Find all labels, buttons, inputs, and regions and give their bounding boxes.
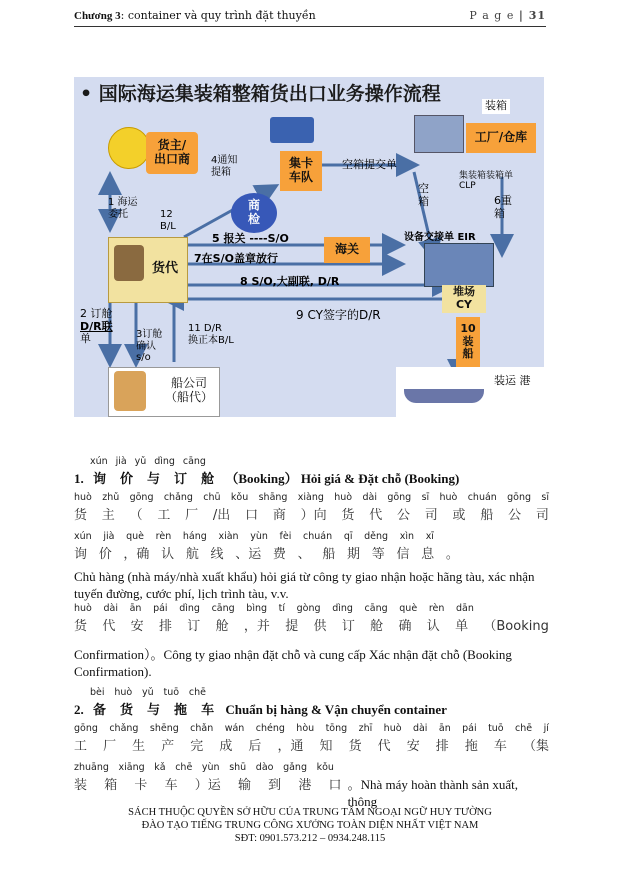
pinyin-token: dìng [179,603,200,614]
hanzi-token: （集 [522,739,549,754]
container-yard-icon [424,243,494,287]
hanzi-token: 商 [272,508,286,523]
pinyin-token: kǎ [154,762,166,773]
sec1-pinyin-1 [74,492,549,503]
pinyin-token: dài [412,723,428,734]
pinyin-token: qī [343,531,353,542]
hanzi-token: ，确 [123,547,150,562]
pinyin-token: huò [74,603,92,614]
pinyin-token: kǒu [230,492,249,503]
pinyin-token: shēng [149,723,179,734]
load-ship-node: 10 装 船 [456,317,480,367]
hanzi-token: 提 [285,619,299,634]
hanzi-token: 价 [98,547,112,562]
pinyin-token: děng [364,531,389,542]
pinyin-token: zhuāng [74,762,109,773]
pinyin-token: pái [462,723,477,734]
pinyin-token: gǎng [283,762,307,773]
hanzi-token: 单 [455,619,469,634]
hanzi-token: 安 [130,619,144,634]
label-4: 4通知 提箱 [211,155,238,178]
sec1-vn-1: Chủ hàng (nhà máy/nhà xuất khẩu) hỏi giá từ công ty giao nhận hoặc hãng tàu, xác nhận tuyến đường, cước phí, lịch trình tàu, v.v. [74,569,535,601]
hanzi-token: 认 [161,547,175,562]
hanzi-token: 公 [508,508,522,523]
sec2-pinyin-1 [74,723,549,734]
hanzi-token: 供 [313,619,327,634]
pinyin-token: xī [425,531,434,542]
hanzi-token: 货 [74,508,88,523]
label-5: 5 报关 ----S/O [212,232,289,245]
pinyin-token: dào [255,762,274,773]
pinyin-token: cāng [364,603,388,614]
hanzi-token: 货 [341,508,355,523]
hanzi-token: （Booking [483,619,549,634]
pinyin-token: gòng [296,603,321,614]
pinyin-token: kǒu [316,762,334,773]
pinyin-token: jià [115,456,127,467]
pinyin-token: hòu [296,723,315,734]
sec1-hanzi-2 [74,543,459,562]
pinyin-token: ān [129,603,142,614]
hanzi-token: 询 [93,472,107,487]
shipco-node: 船公司 （船代） [164,376,213,404]
hanzi-token: 费 [272,547,286,562]
pinyin-token: dài [103,603,118,614]
pinyin-token: pái [153,603,168,614]
hanzi-token: 装 [74,778,88,793]
pinyin-token: háng [182,531,207,542]
pinyin-token: yǔ [142,687,154,698]
hanzi-token: 车 [201,703,215,718]
hanzi-token: 与 [147,472,161,487]
pinyin-token: xiāng [118,762,145,773]
packing-label: 装箱 [482,99,510,114]
factory-icon [414,115,464,153]
hanzi-token: 备 [93,703,107,718]
label-7: 7在S/O盖章放行 [194,252,278,265]
person-at-desk-icon [114,245,144,281]
hanzi-token: 成 [219,739,233,754]
label-3: 3订舱 确认 s/o [136,329,163,363]
hanzi-token: 司 [424,508,438,523]
page-header [74,6,546,27]
pinyin-token: chǎng [163,492,193,503]
footer-line-3: SĐT: 0901.573.212 – 0934.248.115 [234,833,386,844]
pinyin-token: tuō [163,687,180,698]
hanzi-token: 船 [480,508,494,523]
pinyin-token: xún [90,456,108,467]
label-2: 2 订舱 D/R联 单 [80,307,113,346]
pinyin-token: chuán [303,531,333,542]
hanzi-token: 完 [190,739,204,754]
hanzi-token: 口 [328,778,342,793]
phone-operator-icon [114,371,146,411]
pinyin-token: yùn [250,531,268,542]
pinyin-token: chǎn [190,723,214,734]
hanzi-token: /出 [212,508,231,523]
empty-container-sheet: 空箱提交单 [342,158,397,171]
pinyin-token: ān [438,723,451,734]
pinyin-token: bìng [246,603,268,614]
hanzi-token: 卡 [134,778,148,793]
pinyin-token: huò [383,723,402,734]
hanzi-token: 舱 [201,472,215,487]
hanzi-token: 产 [161,739,175,754]
sec2-pinyin-2 [74,762,334,773]
hanzi-token: 与 [147,703,161,718]
page-footer [74,806,546,845]
hanzi-token: 工 [157,508,171,523]
hanzi-token: 认 [426,619,440,634]
hanzi-token: 输 [237,778,251,793]
truck-icon [270,117,314,143]
hanzi-token: 排 [435,739,449,754]
pinyin-token: cāng [211,603,235,614]
label-9: 9 CY签字的D/R [296,308,381,322]
sec1-title: 1. 询 价 与 订 舱 （Booking） Hỏi giá & Đặt chỗ (Booking) [74,468,549,487]
pinyin-token: tí [278,603,286,614]
hanzi-token: ）向 [300,508,327,523]
label-6: 6重 箱 [494,194,512,220]
sec2-hanzi-1 [74,735,549,754]
kong-label: 空 箱 [418,182,429,208]
hanzi-token: 知 [319,739,333,754]
pinyin-token: tōng [325,723,348,734]
hanzi-token: 或 [452,508,466,523]
pinyin-token: chū [203,492,221,503]
pinyin-token: sī [541,492,549,503]
pinyin-token: zhǔ [102,492,120,503]
truck-node: 集卡 车队 [280,151,322,191]
page-number: P a g e | 31 [469,9,546,22]
label-8: 8 S/O,大副联, D/R [240,275,340,288]
shipper-node: 货主/ 出口商 [146,132,198,174]
pinyin-token: chuán [467,492,497,503]
hanzi-token: 航 [185,547,199,562]
sec1-hanzi-3 [74,615,549,634]
hanzi-token: 排 [158,619,172,634]
pinyin-token: huò [74,492,92,503]
pinyin-token: cāng [182,456,206,467]
hanzi-token: 厂 [185,508,199,523]
factory-node: 工厂/仓库 [466,123,536,153]
pinyin-token: yùn [201,762,220,773]
pinyin-token: huò [334,492,353,503]
customs-node: 海关 [324,237,370,263]
hanzi-token: （ [129,508,143,523]
hanzi-token: 舱 [370,619,384,634]
pinyin-token: jí [543,723,549,734]
sec2-title: 2. 备 货 与 拖 车 Chuẩn bị hàng & Vận chuyển container [74,699,549,718]
hanzi-token: 线 [210,547,224,562]
hanzi-token: 箱 [104,778,118,793]
pinyin-token: chē [175,762,193,773]
pinyin-token: gōng [387,492,412,503]
sec1-title-pinyin [90,456,206,467]
hanzi-token: 确 [398,619,412,634]
hanzi-token: 主 [101,508,115,523]
footer-line-1: SÁCH THUỘC QUYỀN SỞ HỮU CỦA TRUNG TÂM NGOẠI NGỮ HUY TƯỜNG [128,807,492,818]
pinyin-token: fèi [279,531,292,542]
hanzi-token: ，通 [277,739,304,754]
smiley-icon [108,127,150,169]
pinyin-token: shū [229,762,247,773]
hanzi-token: 货 [120,703,134,718]
hanzi-token: 代 [102,619,116,634]
hanzi-token: 息 [421,547,435,562]
label-1: 1 海运 委托 [108,197,138,220]
footer-line-2: ĐÀO TẠO TIẾNG TRUNG CÔNG XƯỞNG TOÀN DIỆN NHẤT VIỆT NAM [141,820,479,831]
hanzi-token: 舱 [215,619,229,634]
hanzi-token: 订 [187,619,201,634]
label-12: 12 B/L [160,209,176,232]
hanzi-token: 等 [371,547,385,562]
hanzi-token: 厂 [103,739,117,754]
hanzi-token: 期 [347,547,361,562]
hanzi-token: 拖 [174,703,188,718]
pinyin-token: jià [103,531,115,542]
pinyin-token: huò [114,687,133,698]
pinyin-token: què [126,531,144,542]
sec2-title-pinyin [90,687,206,698]
pinyin-token: yǔ [134,456,147,467]
pinyin-token: wán [224,723,245,734]
port-label: 装运 港 [494,374,531,387]
hanzi-token: 代 [377,739,391,754]
eir-label: 设备交接单 EIR [404,232,476,243]
hanzi-token: 询 [74,547,88,562]
pinyin-token: tuō [488,723,504,734]
pinyin-token: dān [456,603,474,614]
pinyin-token: xiàn [218,531,239,542]
customs-inspection-node: 商 检 [231,193,277,233]
hanzi-token: 后 [248,739,262,754]
clp-label: 集装箱装箱单 CLP [459,171,514,192]
hanzi-token: 司 [535,508,549,523]
export-process-diagram [74,77,544,417]
pinyin-token: gōng [74,723,98,734]
hanzi-token: 生 [132,739,146,754]
pinyin-token: chē [188,687,206,698]
pinyin-token: xún [74,531,92,542]
sec2-hanzi-2: 装 箱 卡 车 ）运 输 到 港 口 。Nhà máy hoàn thành sản xuất, thông [74,774,549,810]
hanzi-token: 货 [74,619,88,634]
pinyin-token: gōng [129,492,154,503]
forwarder-node: 货代 [151,260,178,276]
hanzi-token: 工 [74,739,88,754]
hanzi-token: 口 [245,508,259,523]
hanzi-token: 、运 [235,547,262,562]
hanzi-token: 订 [341,619,355,634]
pinyin-token: dìng [332,603,353,614]
pinyin-token: què [399,603,418,614]
pinyin-token: xìn [399,531,415,542]
label-11: 11 D/R 换正本B/L [188,323,234,346]
hanzi-token: 代 [369,508,383,523]
hanzi-token: 订 [174,472,188,487]
pinyin-token: shāng [258,492,288,503]
sec1-vn-2: Confirmation）。Công ty giao nhận đặt chỗ và cung cấp Xác nhận đặt chỗ (Booking Confirmation). [74,647,512,679]
hanzi-token: 、 [297,547,311,562]
pinyin-token: xiàng [297,492,324,503]
pinyin-token: chǎng [109,723,139,734]
pinyin-token: gōng [507,492,532,503]
hanzi-token: ）运 [194,778,221,793]
hanzi-token: 船 [322,547,336,562]
sec1-pinyin-3 [74,603,474,614]
pinyin-token: chéng [255,723,285,734]
hanzi-token: 车 [164,778,178,793]
pinyin-token: dài [362,492,377,503]
hanzi-token: 到 [268,778,282,793]
ship-icon [404,389,484,403]
pinyin-token: rèn [428,603,445,614]
hanzi-token: 价 [120,472,134,487]
pinyin-token: huò [439,492,458,503]
pinyin-token: rèn [155,531,172,542]
diagram-title: • 国际海运集装箱整箱货出口业务操作流程 [80,83,441,105]
hanzi-token: ，并 [243,619,270,634]
pinyin-token: zhī [358,723,373,734]
pinyin-token: chē [515,723,533,734]
sec1-pinyin-2 [74,531,434,542]
pinyin-token: dìng [154,456,175,467]
hanzi-token: 港 [298,778,312,793]
hanzi-token: 货 [348,739,362,754]
hanzi-token: 安 [406,739,420,754]
hanzi-token: 信 [396,547,410,562]
yard-node: 堆场 CY [442,285,486,313]
hanzi-token: 。 [445,547,459,562]
hanzi-token: 车 [493,739,507,754]
chapter-heading: Chương 3: container và quy trình đặt thuyền [74,9,316,22]
sec1-hanzi-1 [74,504,549,523]
hanzi-token: 公 [396,508,410,523]
pinyin-token: bèi [90,687,105,698]
pinyin-token: sī [421,492,430,503]
hanzi-token: 拖 [464,739,478,754]
